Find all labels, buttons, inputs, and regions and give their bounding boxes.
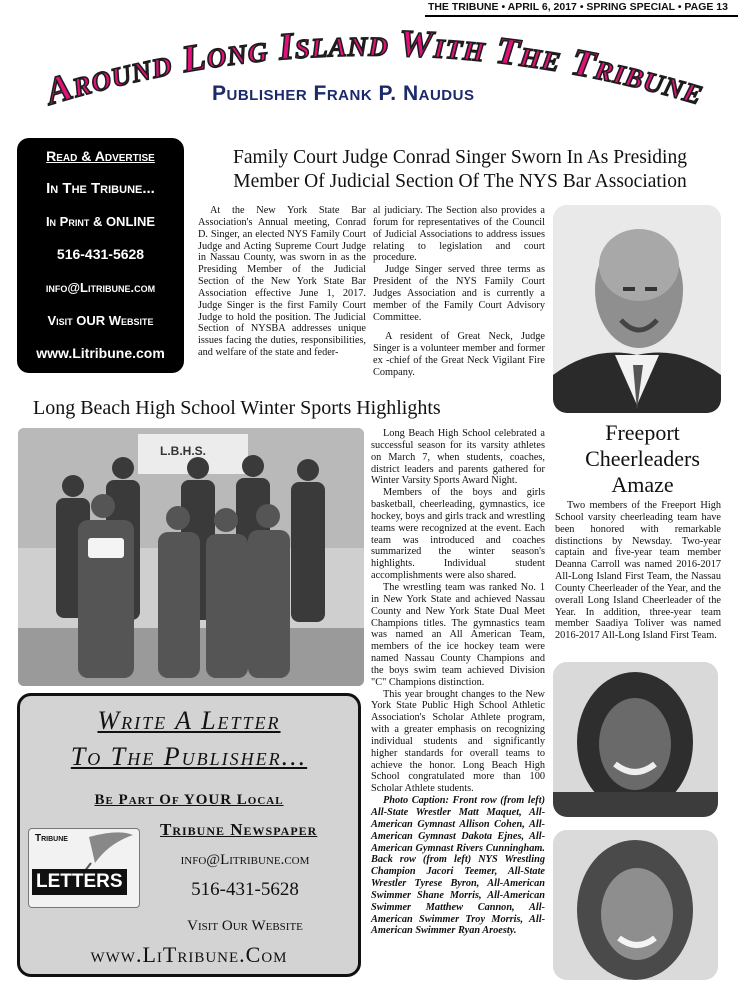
advertise-website-link[interactable]: www.Litribune.com: [36, 345, 165, 361]
article3-headline-line: Cheerleaders: [585, 446, 700, 471]
letter-ad-subtitle: Be Part Of YOUR Local: [94, 792, 284, 808]
letter-ad-website-link[interactable]: www.LiTribune.Com: [90, 942, 288, 967]
header-rule: [425, 15, 738, 17]
page-info-line: THE TRIBUNE • APRIL 6, 2017 • SPRING SPECIAL • PAGE 13: [427, 1, 728, 13]
advertise-email[interactable]: info@Litribune.com: [45, 280, 156, 295]
long-beach-team-image: [18, 428, 364, 686]
letter-ad-line: Tribune Newspaper: [160, 820, 318, 839]
advertise-line: In Print & ONLINE: [45, 214, 156, 229]
letter-ad-phone: 516-431-5628: [191, 879, 299, 900]
article3-headline: [560, 420, 725, 498]
article2-paragraph: Long Beach High School celebrated a successful season for its varsity athletes on March 7, when students, coaches, district leaders and parents gathered for Winter Varsity Sports Award Night.: [371, 428, 545, 487]
article1-paragraph: At the New York State Bar Association's Annual meeting, Conrad D. Singer, an elected NYS Family Court Judge and Acting Supreme Court Judge in Nassau County, was sworn in as the Presiding Member of the Judicial Section of the New York State Bar Association effective June 1, 2017. Judge Singer is the first Family Court Judge to hold the position. The Judicial Section of NYSBA addresses unique issues facing the duties, responsibilities, and welfare of the state and feder-: [198, 205, 366, 359]
article3-headline-line: Freeport: [605, 420, 680, 445]
article2-column: [371, 428, 545, 937]
advertise-line: Visit OUR Website: [47, 313, 154, 328]
masthead-title: Around Long Island With The Tribune: [40, 22, 709, 114]
article2-paragraph: This year brought changes to the New York State Public High School Athletic Association's Scholar Athlete program, with a greater emphasis on recognizing individual students and significantly higher standards for overall teams to achieve the honor. Long Beach High School congratulated more than 100 Scholar Athlete students.: [371, 688, 545, 795]
logo-tribune-text: Tribune: [35, 833, 68, 844]
masthead-title-art: [20, 18, 730, 128]
judge-portrait-photo: [553, 205, 721, 413]
cheerleader-photo-2: [553, 830, 718, 980]
article1-paragraph: al judiciary. The Section also provides a forum for representatives of the Council of Judicial Associations to address issues relating to legislation and court procedure.: [373, 205, 545, 264]
advertise-line: In The Tribune...: [46, 180, 155, 197]
page-header: [0, 0, 738, 16]
article1-paragraph: Judge Singer served three terms as President of the NYS Family Court Judges Association and is currently a member of the Family Court Advisory Committee.: [373, 264, 545, 323]
judge-portrait-image: [553, 205, 721, 413]
publisher-line: Publisher Frank P. Naudus: [212, 82, 475, 105]
cheerleader-image-2: [553, 830, 718, 980]
article1-headline-line: Member Of Judicial Section Of The NYS Bar Association: [233, 171, 687, 192]
letter-ad-line: Visit Our Website: [187, 918, 303, 934]
cheerleader-image-1: [553, 662, 718, 817]
article1-headline: [190, 146, 730, 194]
article2-headline: Long Beach High School Winter Sports Highlights: [33, 397, 441, 419]
photo-caption: Photo Caption: Front row (from left) All-State Wrestler Matt Maquet, All-American Gymnast Allison Cohen, All-American Gymnast Dakota Ejnes, All-American Gymnast Rivers Cunningham. Back row (from left) NYS Wrestling Champion Jacori Teemer, All-State Wrestler Tyrese Byron, All-American Swimmer Shane Morris, All-American Swimmer Matthew Cannon, All-American Swimmer Troy Morris, All-American Swimmer Ryan Aroesty.: [371, 795, 545, 937]
cheerleader-photo-1: [553, 662, 718, 817]
article2-paragraph: Members of the boys and girls basketball, cheerleading, gymnastics, ice hockey, boys and girls track and wrestling teams were recognized at the event. Each team was introduced and coaches summarized the winter season's highlights. Individual student accomplishments were also shared.: [371, 487, 545, 582]
article1-headline-line: Family Court Judge Conrad Singer Sworn In As Presiding: [233, 147, 687, 168]
letter-ad-title: Write A Letter: [97, 706, 281, 735]
article2-paragraph: The wrestling team was ranked No. 1 in New York State and achieved Nassau County and New York State Dual Meet Champions titles. The gymnastics team was named an All American Team, members of the ice hockey team were named Nassau County Champions and the boys swim team achieved Division "C" Champions distinction.: [371, 581, 545, 688]
masthead: [20, 18, 730, 128]
letter-ad-title: To The Publisher...: [70, 742, 308, 771]
article3-headline-line: Amaze: [611, 472, 674, 497]
article1-column-1: [198, 205, 366, 359]
article3-paragraph: Two members of the Freeport High School varsity cheerleading team have been honored with remarkable distinctions by Newsday. Two-year captain and five-year team member Deanna Carroll was named 2016-2017 All-Long Island First Team, the Nassau County Cheerleader of the Year, and the overall Long Island Cheerleader of the Year. In addition, three-year team member Saadiya Toliver was named 2016-2017 All-Long Island First Team.: [555, 500, 721, 642]
article1-paragraph: A resident of Great Neck, Judge Singer is a volunteer member and former ex -chief of the Great Neck Vigilant Fire Company.: [373, 331, 545, 378]
advertise-heading: Read & Advertise: [46, 148, 155, 164]
advertise-box: [17, 138, 184, 373]
long-beach-team-photo: [18, 428, 364, 686]
photo-banner-text: L.B.H.S.: [160, 444, 207, 458]
article1-column-2: [373, 205, 545, 379]
article3-column: [555, 500, 721, 642]
letter-ad-email[interactable]: info@Litribune.com: [180, 852, 310, 868]
letter-to-publisher-ad: [17, 693, 361, 977]
tribune-letters-logo: [28, 828, 140, 908]
logo-letters-text: LETTERS: [32, 869, 127, 895]
advertise-phone: 516-431-5628: [56, 246, 145, 262]
